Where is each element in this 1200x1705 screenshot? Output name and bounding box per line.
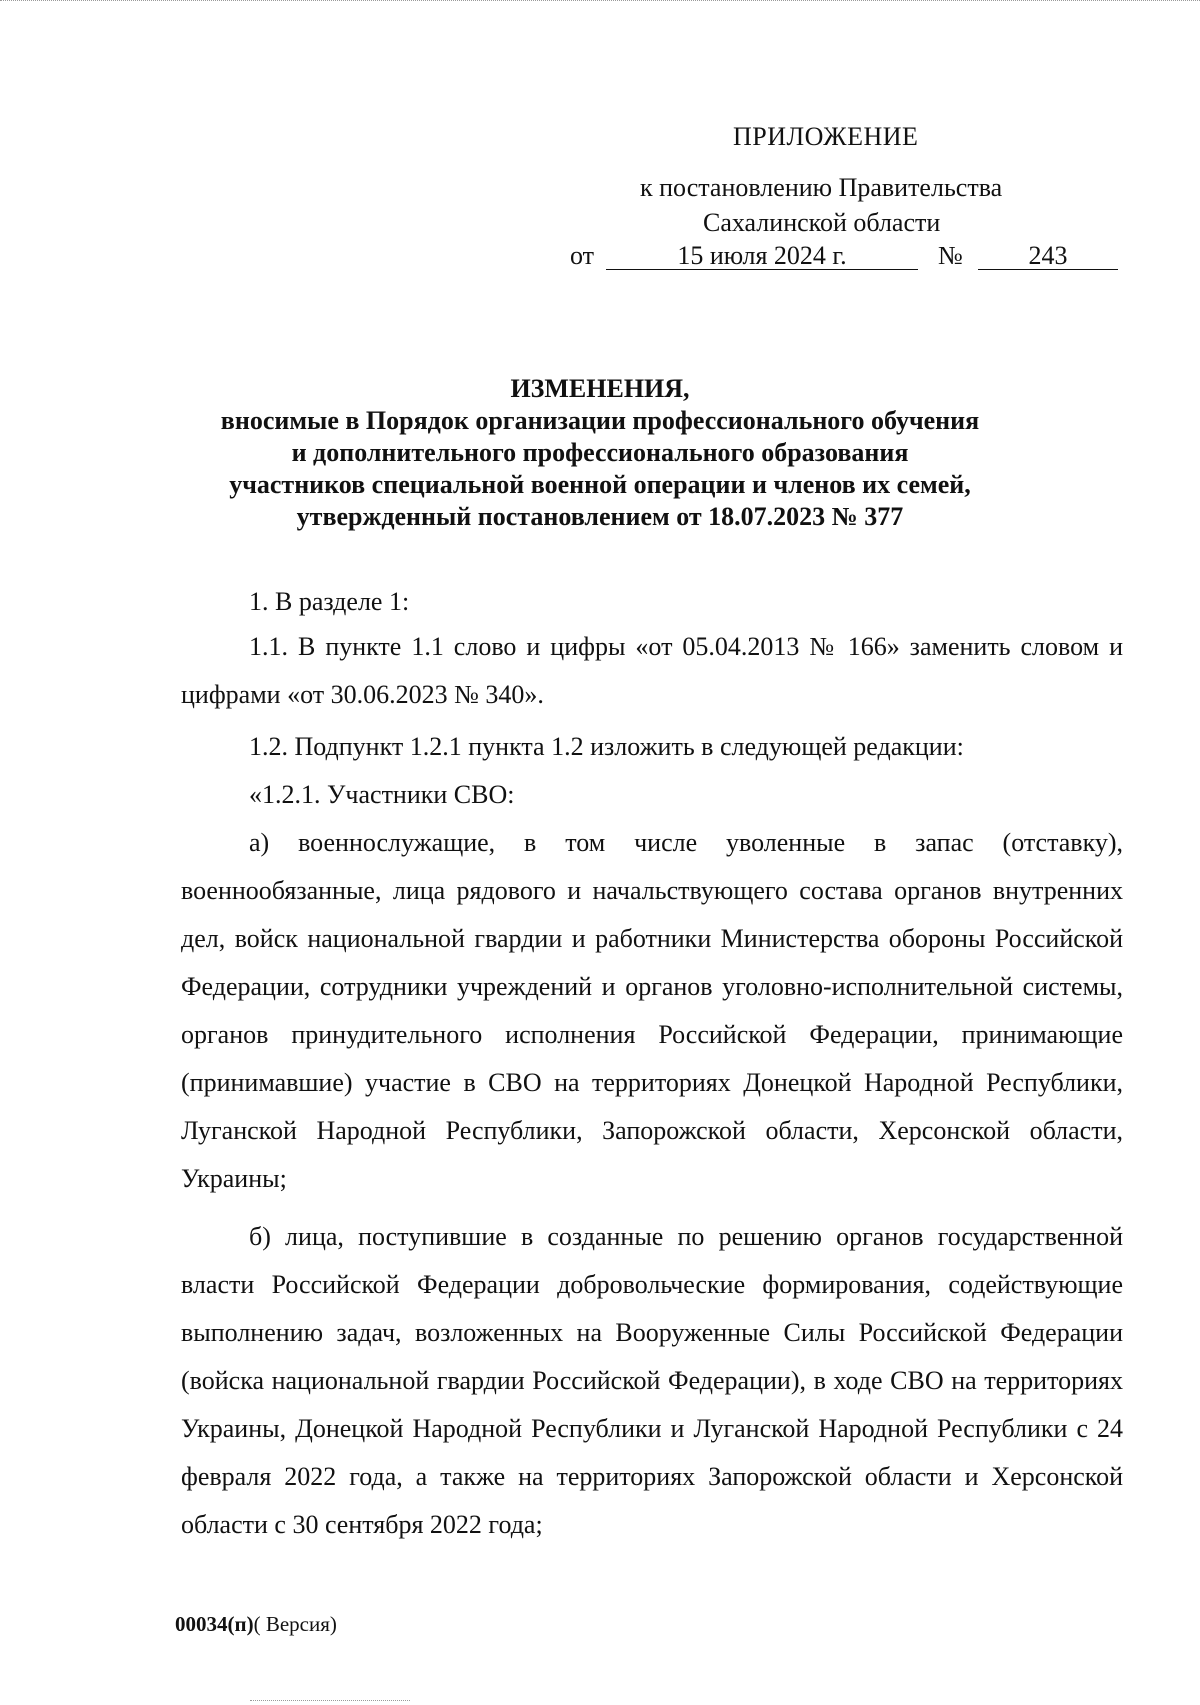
top-edge-line (0, 0, 1200, 2)
from-label: от (570, 241, 595, 270)
paragraph-1: 1. В разделе 1: (249, 587, 410, 616)
appendix-title: ПРИЛОЖЕНИЕ (733, 122, 919, 151)
document-footer (175, 1611, 337, 1637)
number-value: 243 (1028, 241, 1068, 270)
number-field (978, 239, 1118, 270)
paragraph-b: б) лица, поступившие в созданные по решению органов государственной власти Российской Федерации добровольческие формирования, содействующие выполнению задач, возложенных на Вооруженные Силы Российской Федерации (войска национальной гвардии Российской Федерации), в ходе СВО на территориях Украины, Донецкой Народной Республики и Луганской Народной Республики с 24 февраля 2022 года, а также на территориях Запорожской области и Херсонской области с 30 сентября 2022 года; (181, 1222, 1123, 1539)
title-line-4: утвержденный постановлением от 18.07.2023 № 377 (296, 502, 904, 531)
title-line-1: вносимые в Порядок организации профессионального обучения (220, 406, 980, 435)
appendix-resolution-line: к постановлению Правительства (640, 173, 1003, 202)
paragraph-a: а) военнослужащие, в том числе уволенные в запас (отставку), военнообязанные, лица рядового и начальствующего состава органов внутренних дел, войск национальной гвардии и работники Министерства обороны Российской Федерации, сотрудники учреждений и органов уголовно-исполнительной системы, органов принудительного исполнения Российской Федерации, принимающие (принимавшие) участие в СВО на территориях Донецкой Народной Республики, Луганской Народной Республики, Запорожской области, Херсонской области, Украины; (181, 828, 1123, 1193)
title-line-2: и дополнительного профессионального образования (291, 438, 909, 467)
paragraph-1-2: 1.2. Подпункт 1.2.1 пункта 1.2 изложить в следующей редакции: (249, 732, 964, 761)
footer-code: 00034(п) (175, 1612, 254, 1636)
title-line-3: участников специальной военной операции и членов их семей, (229, 470, 971, 499)
paragraph-1-2-1: «1.2.1. Участники СВО: (249, 780, 515, 809)
date-field (606, 239, 918, 270)
number-sign: № (938, 241, 963, 270)
footer-version: ( Версия) (253, 1612, 337, 1636)
bottom-edge-mark (250, 1700, 410, 1702)
appendix-region-line: Сахалинской области (703, 208, 941, 237)
date-value: 15 июля 2024 г. (677, 241, 847, 270)
document-heading: ИЗМЕНЕНИЯ, (510, 374, 690, 403)
paragraph-1-1: 1.1. В пункте 1.1 слово и цифры «от 05.04.2013 № 166» заменить словом и цифрами «от 30.06.2023 № 340». (181, 632, 1123, 709)
